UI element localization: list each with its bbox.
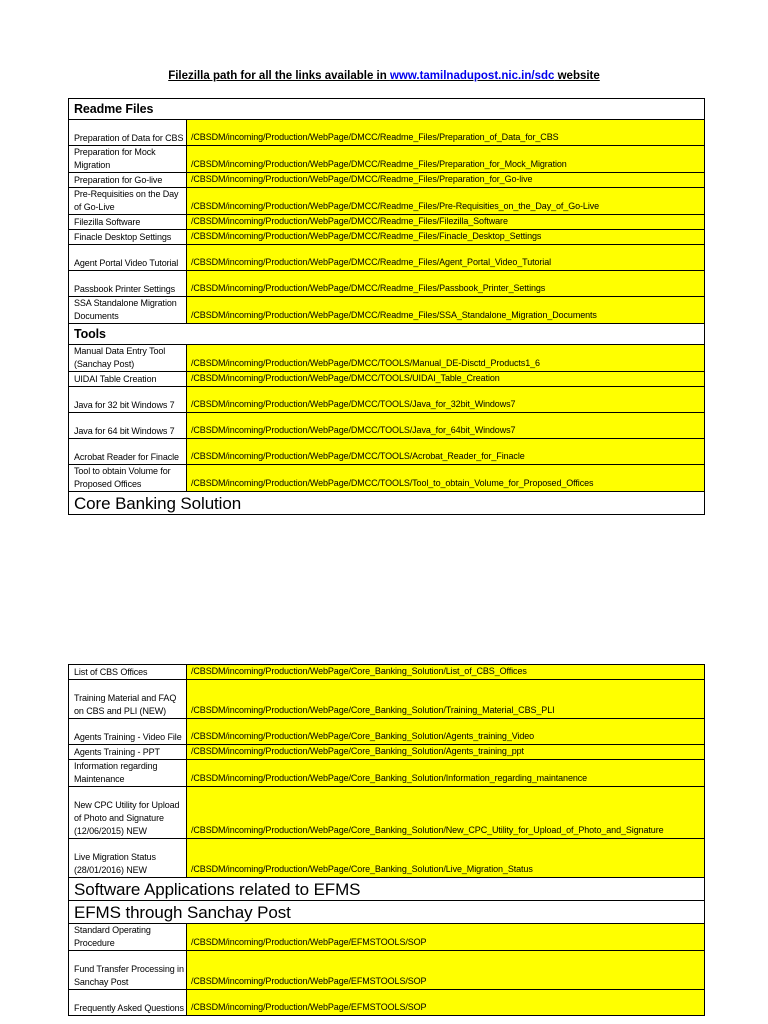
- row-path[interactable]: /CBSDM/incoming/Production/WebPage/EFMSTOOLS/SOP: [187, 924, 705, 951]
- readme-rows: [69, 120, 705, 324]
- links-table-top: [68, 98, 705, 515]
- row-path[interactable]: /CBSDM/incoming/Production/WebPage/EFMSTOOLS/SOP: [187, 990, 705, 1016]
- row-path[interactable]: /CBSDM/incoming/Production/WebPage/EFMSTOOLS/SOP: [187, 951, 705, 990]
- row-label: Passbook Printer Settings: [69, 271, 187, 297]
- row-label: Preparation of Data for CBS: [69, 120, 187, 146]
- table-row: [69, 387, 705, 413]
- row-label: Standard Operating Procedure: [69, 924, 187, 951]
- table-row: [69, 215, 705, 230]
- table-row: [69, 665, 705, 680]
- row-path[interactable]: /CBSDM/incoming/Production/WebPage/DMCC/Readme_Files/Filezilla_Software: [187, 215, 705, 230]
- row-path[interactable]: /CBSDM/incoming/Production/WebPage/Core_Banking_Solution/Agents_training_ppt: [187, 745, 705, 760]
- table-row: [69, 372, 705, 387]
- row-path[interactable]: /CBSDM/incoming/Production/WebPage/DMCC/TOOLS/Tool_to_obtain_Volume_for_Proposed_Offices: [187, 465, 705, 492]
- table-row: [69, 745, 705, 760]
- website-link[interactable]: www.tamilnadupost.nic.in/sdc: [389, 70, 555, 82]
- section-heading-tools: Tools: [69, 324, 705, 345]
- row-label: Finacle Desktop Settings: [69, 230, 187, 245]
- row-path[interactable]: /CBSDM/incoming/Production/WebPage/DMCC/TOOLS/Java_for_64bit_Windows7: [187, 413, 705, 439]
- row-label: List of CBS Offices: [69, 665, 187, 680]
- row-path[interactable]: /CBSDM/incoming/Production/WebPage/DMCC/TOOLS/Manual_DE-Disctd_Products1_6: [187, 345, 705, 372]
- table-row: [69, 465, 705, 492]
- row-label: Preparation for Go-live: [69, 173, 187, 188]
- table-row: [69, 760, 705, 787]
- row-label: Acrobat Reader for Finacle: [69, 439, 187, 465]
- row-path[interactable]: /CBSDM/incoming/Production/WebPage/DMCC/Readme_Files/Pre-Requisities_on_the_Day_of_Go-Live: [187, 188, 705, 215]
- table-row: [69, 951, 705, 990]
- row-label: Agents Training - PPT: [69, 745, 187, 760]
- row-label: Java for 64 bit Windows 7: [69, 413, 187, 439]
- cbs-rows: [69, 665, 705, 878]
- row-path[interactable]: /CBSDM/incoming/Production/WebPage/DMCC/TOOLS/Java_for_32bit_Windows7: [187, 387, 705, 413]
- row-path[interactable]: /CBSDM/incoming/Production/WebPage/DMCC/Readme_Files/Agent_Portal_Video_Tutorial: [187, 245, 705, 271]
- row-path[interactable]: /CBSDM/incoming/Production/WebPage/DMCC/TOOLS/UIDAI_Table_Creation: [187, 372, 705, 387]
- table-row: [69, 680, 705, 719]
- table-row: [69, 439, 705, 465]
- row-label: Frequently Asked Questions: [69, 990, 187, 1016]
- row-label: SSA Standalone Migration Documents: [69, 297, 187, 324]
- links-table-bottom: [68, 664, 705, 1016]
- row-label: Preparation for Mock Migration: [69, 146, 187, 173]
- row-path[interactable]: /CBSDM/incoming/Production/WebPage/DMCC/Readme_Files/Finacle_Desktop_Settings: [187, 230, 705, 245]
- row-label: New CPC Utility for Upload of Photo and Signature (12/06/2015) NEW: [69, 787, 187, 839]
- section-heading-efms: Software Applications related to EFMS: [69, 878, 705, 901]
- page-title: [0, 70, 768, 82]
- section-heading-cbs: Core Banking Solution: [69, 492, 705, 515]
- row-label: Filezilla Software: [69, 215, 187, 230]
- row-path[interactable]: /CBSDM/incoming/Production/WebPage/DMCC/Readme_Files/SSA_Standalone_Migration_Documents: [187, 297, 705, 324]
- table-row: [69, 146, 705, 173]
- table-row: [69, 297, 705, 324]
- row-label: Agent Portal Video Tutorial: [69, 245, 187, 271]
- table-row: [69, 924, 705, 951]
- table-row: [69, 413, 705, 439]
- row-label: Training Material and FAQ on CBS and PLI (NEW): [69, 680, 187, 719]
- table-row: [69, 271, 705, 297]
- table-row: [69, 787, 705, 839]
- section-heading-readme: Readme Files: [69, 99, 705, 120]
- row-label: Information regarding Maintenance: [69, 760, 187, 787]
- table-row: [69, 719, 705, 745]
- title-prefix: Filezilla path for all the links available in: [168, 70, 390, 82]
- row-label: Agents Training - Video File: [69, 719, 187, 745]
- table-row: [69, 230, 705, 245]
- row-path[interactable]: /CBSDM/incoming/Production/WebPage/DMCC/Readme_Files/Preparation_for_Mock_Migration: [187, 146, 705, 173]
- table-row: [69, 173, 705, 188]
- row-label: Live Migration Status (28/01/2016) NEW: [69, 839, 187, 878]
- table-row: [69, 345, 705, 372]
- table-row: [69, 120, 705, 146]
- table-row: [69, 990, 705, 1016]
- row-path[interactable]: /CBSDM/incoming/Production/WebPage/Core_Banking_Solution/List_of_CBS_Offices: [187, 665, 705, 680]
- row-path[interactable]: /CBSDM/incoming/Production/WebPage/Core_Banking_Solution/Information_regarding_maintanence: [187, 760, 705, 787]
- table-row: [69, 188, 705, 215]
- row-path[interactable]: /CBSDM/incoming/Production/WebPage/Core_Banking_Solution/Training_Material_CBS_PLI: [187, 680, 705, 719]
- section-heading-efms-sanchay: EFMS through Sanchay Post: [69, 901, 705, 924]
- row-path[interactable]: /CBSDM/incoming/Production/WebPage/DMCC/Readme_Files/Preparation_for_Go-live: [187, 173, 705, 188]
- efms-rows: [69, 924, 705, 1016]
- tools-rows: [69, 345, 705, 492]
- row-path[interactable]: /CBSDM/incoming/Production/WebPage/DMCC/TOOLS/Acrobat_Reader_for_Finacle: [187, 439, 705, 465]
- row-label: Tool to obtain Volume for Proposed Offices: [69, 465, 187, 492]
- row-label: Manual Data Entry Tool (Sanchay Post): [69, 345, 187, 372]
- row-label: Java for 32 bit Windows 7: [69, 387, 187, 413]
- table-row: [69, 839, 705, 878]
- row-label: Fund Transfer Processing in Sanchay Post: [69, 951, 187, 990]
- row-path[interactable]: /CBSDM/incoming/Production/WebPage/Core_Banking_Solution/Live_Migration_Status: [187, 839, 705, 878]
- row-path[interactable]: /CBSDM/incoming/Production/WebPage/DMCC/Readme_Files/Passbook_Printer_Settings: [187, 271, 705, 297]
- title-suffix: website: [554, 70, 600, 82]
- row-path[interactable]: /CBSDM/incoming/Production/WebPage/Core_Banking_Solution/New_CPC_Utility_for_Upload_of_Photo_and_Signature: [187, 787, 705, 839]
- row-label: Pre-Requisities on the Day of Go-Live: [69, 188, 187, 215]
- row-path[interactable]: /CBSDM/incoming/Production/WebPage/DMCC/Readme_Files/Preparation_of_Data_for_CBS: [187, 120, 705, 146]
- row-path[interactable]: /CBSDM/incoming/Production/WebPage/Core_Banking_Solution/Agents_training_Video: [187, 719, 705, 745]
- row-label: UIDAI Table Creation: [69, 372, 187, 387]
- table-row: [69, 245, 705, 271]
